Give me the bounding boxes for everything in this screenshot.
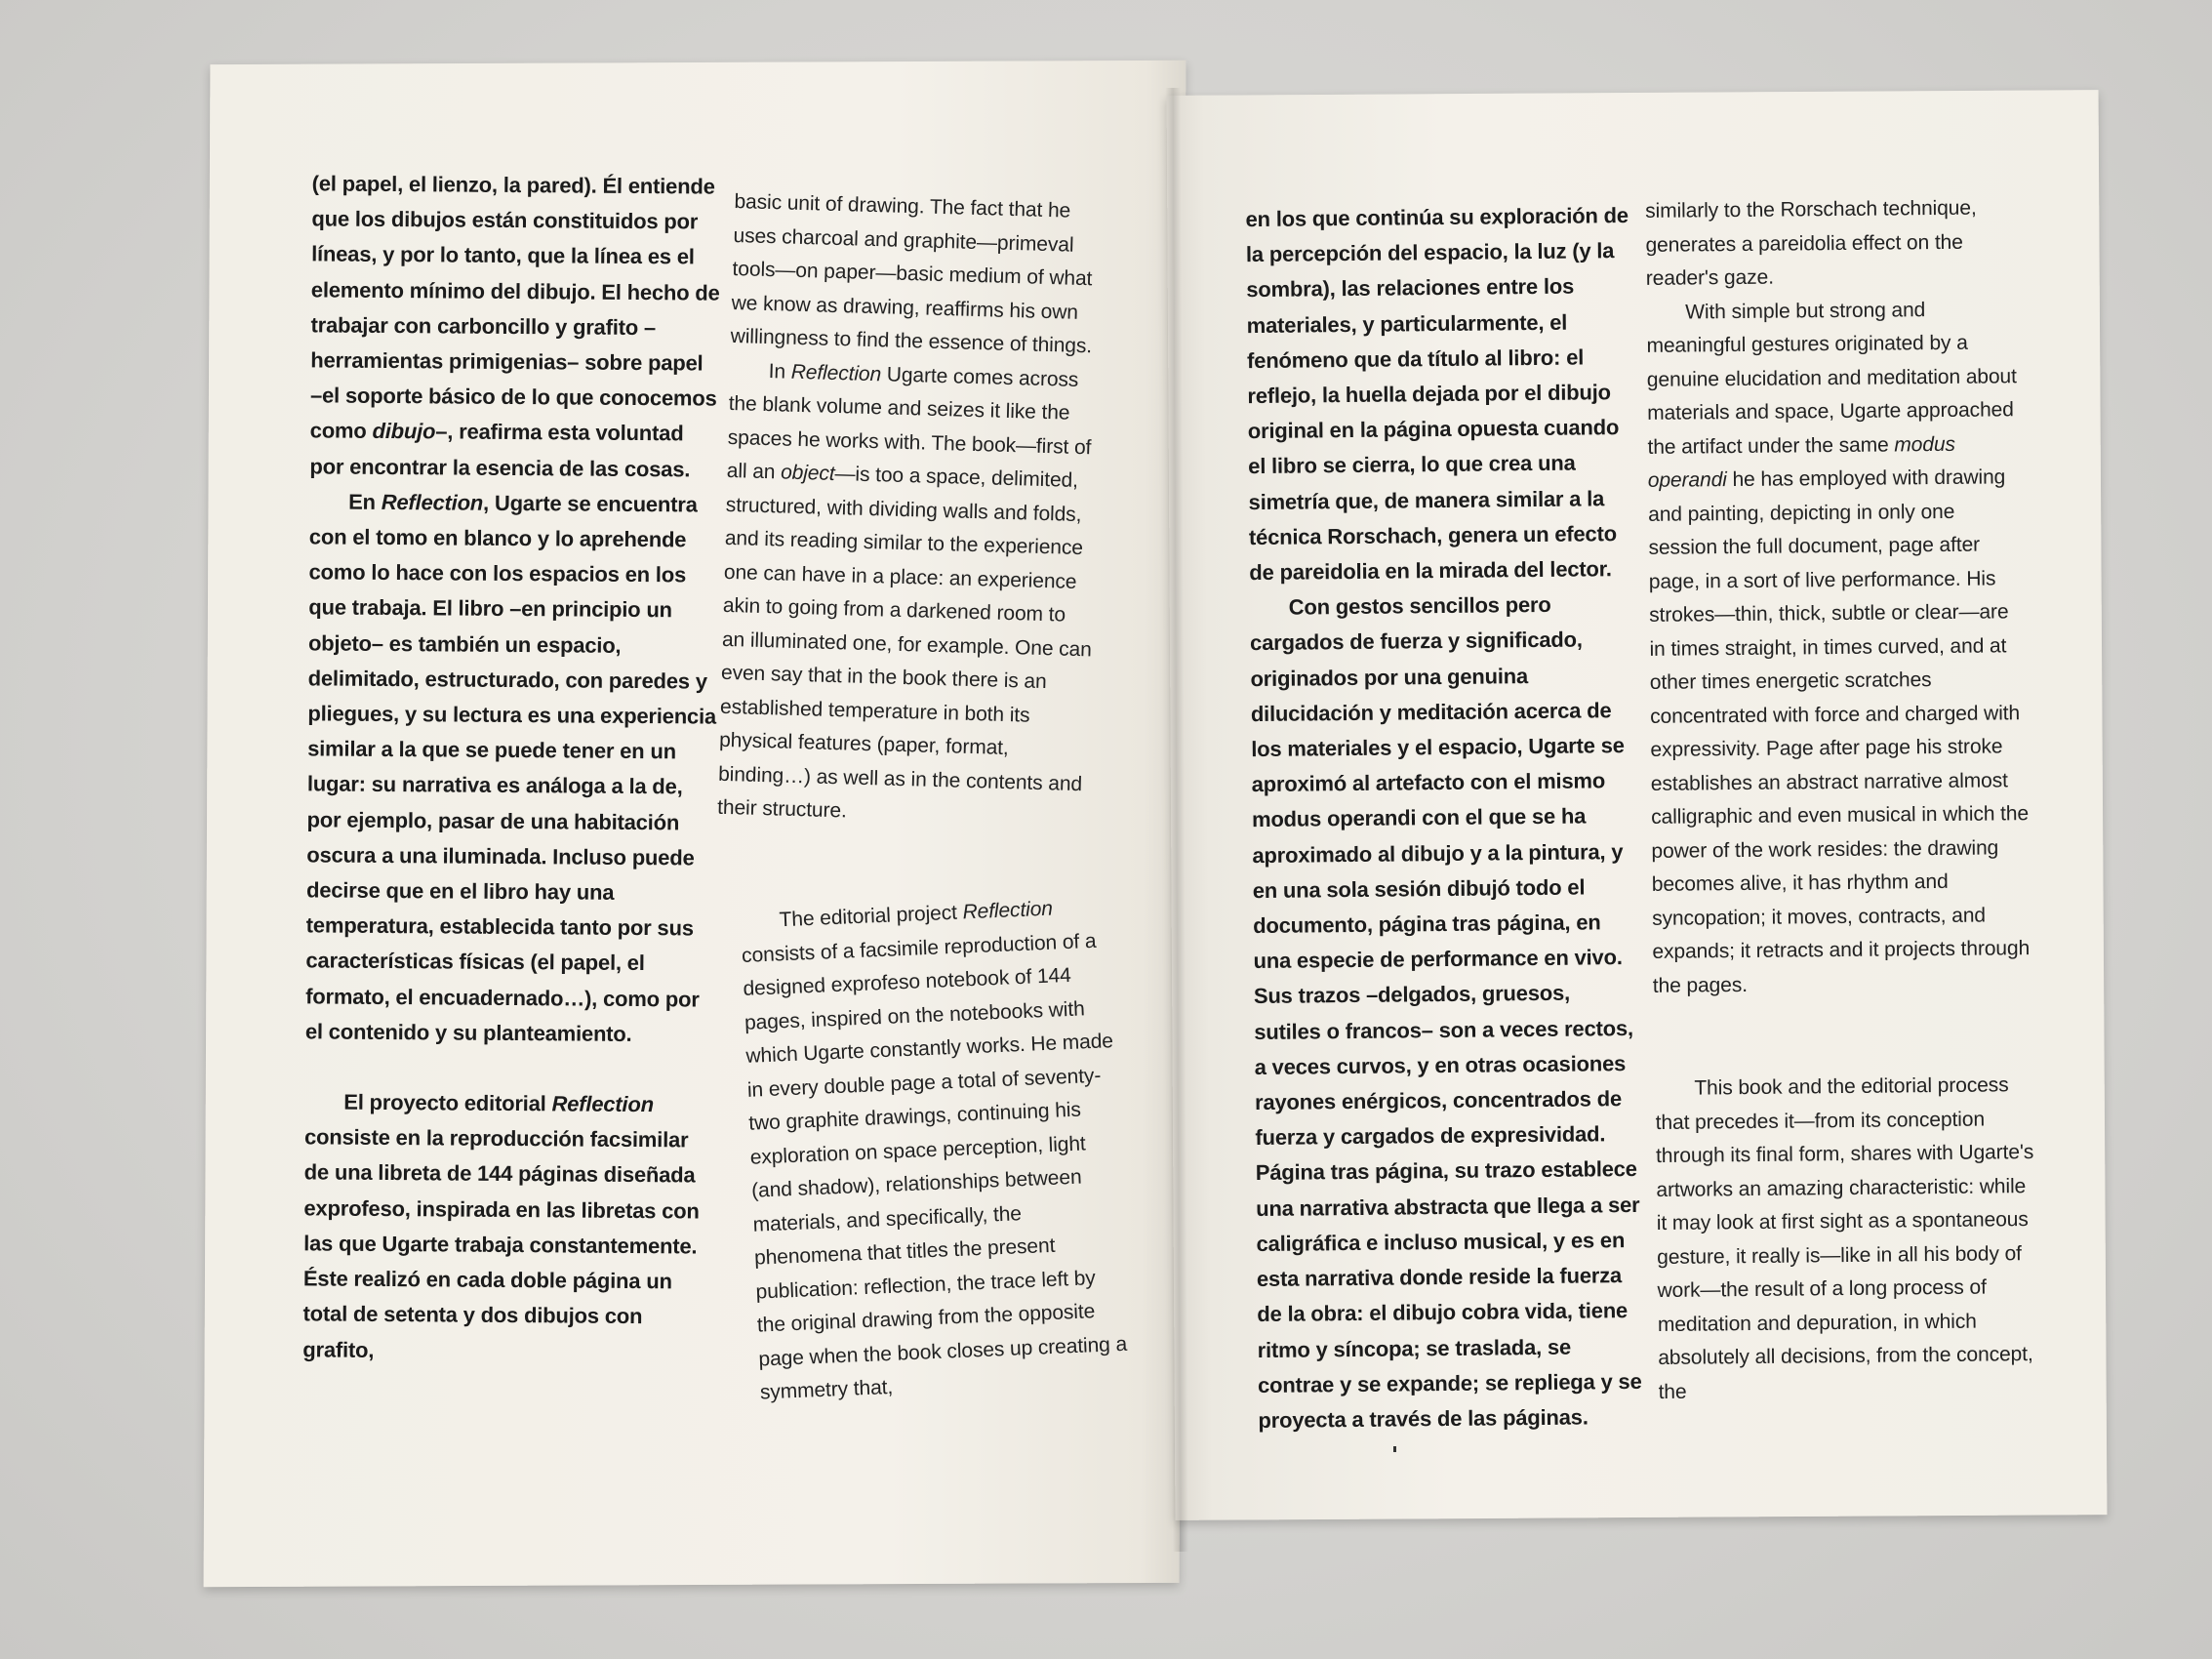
paragraph: Con gestos sencillos pero cargados de fuerza y significado, originados por una genuina dilucidación y meditación acerca de los materiales y el espacio, Ugarte se aproximó al artefacto con el mismo modus operandi con el que se ha aproximado al dibujo y a la pintura, y en una sola sesión dibujó todo el documento, página tras página, en una especie de performance en vivo. Sus trazos –delgados, gruesos, sutiles o francos– son a veces rectos, a veces curvos, y en otras ocasiones rayones enérgicos, concentrados de fuerza y cargados de expresividad. Página tras página, su trazo establece una narrativa abstracta que llega a ser caligráfica e incluso musical, y es en esta narrativa donde reside la fuerza de la obra: el dibujo cobra vida, tiene ritmo y síncopa; se traslada, se contrae y se expande; se repliega y se proyecta a través de las páginas.: [1249, 592, 1642, 1433]
paragraph: [302, 1084, 714, 1370]
paragraph: similarly to the Rorschach technique, generates a pareidolia effect on the reader's gaze.: [1645, 196, 1977, 290]
paragraph: [305, 484, 720, 1053]
paragraph: [1646, 293, 2033, 1003]
italic-text: Reflection: [790, 360, 882, 385]
left-page-english-column-lower: [740, 890, 1131, 1410]
paragraph: basic unit of drawing. The fact that he uses charcoal and graphite—primeval tools—on paper—basic medium of what we know as drawing, reaffirms his own willingness to find the essence of things.: [730, 189, 1093, 358]
text: —is too a space, delimited, structured, with dividing walls and folds, and its reading similar to the experience one can have in a place: an experience akin to going from a darkened room to an illuminated one, for example. One can even say that in the book there is an established temperature in both its physical features (paper, format, binding…) as well as in the contents and their structure.: [716, 462, 1093, 823]
left-page-spanish-column: [302, 166, 722, 1370]
italic-text: modus operandi: [1647, 432, 1955, 492]
text: En: [348, 489, 382, 514]
text: (el papel, el lienzo, la pared). Él entiende que los dibujos están constituidos por líneas, y por lo tanto, que la línea es el elemento mínimo del dibujo. El hecho de trabajar con carboncillo y grafito –herramientas primigenias– sobre papel –el soporte básico de lo que conocemos como: [309, 171, 720, 444]
text: consists of a facsimile reproduction of a designed exprofeso notebook of 144 pages, inspired on the notebooks with which Ugarte constantly works. He made in every double page a total of seventy-two graphite drawings, continuing his exploration on space perception, light (and shadow), relationships between materials, and specifically, the phenomena that titles the present publication: reflection, the trace left by the original drawing from the opposite page when the book closes up creating a symmetry that,: [741, 929, 1128, 1404]
italic-text: Reflection: [962, 897, 1054, 924]
italic-text: dibujo: [372, 419, 436, 444]
text: Ugarte comes across the blank volume and seizes it like the spaces he works with. The book—first of all an: [726, 362, 1092, 484]
text: consiste en la reproducción facsimilar de una libreta de 144 páginas diseñada exprofeso, inspirada en las libretas con las que Ugarte trabaja constantemente. Éste realizó en cada doble página un total de setenta y dos dibujos con grafito,: [302, 1124, 700, 1362]
right-page-english-column: [1645, 191, 2033, 1003]
right-page-english-column-lower: [1655, 1069, 2039, 1409]
text: With simple but strong and meaningful gestures originated by a genuine elucidation and meditation about materials and space, Ugarte approached the artifact under the same: [1646, 298, 2017, 459]
text: , Ugarte se encuentra con el tomo en blanco y lo aprehende como lo hace con los espacios en los que trabaja. El libro –en principio un objeto– es también un espacio, delimitado, estructurado, con paredes y pliegues, y su lectura es una experiencia similar a la que se puede tener en un lugar: su narrativa es análoga a la de, por ejemplo, pasar de una habitación oscura a una iluminada. Incluso puede decirse que en el libro hay una temperatura, establecida tanto por sus características físicas (el papel, el formato, el encuadernado…), como por el contenido y su planteamiento.: [304, 490, 717, 1046]
italic-text: Reflection: [381, 489, 484, 515]
text: The editorial project: [779, 901, 964, 932]
italic-text: object: [780, 461, 835, 485]
text: El proyecto editorial: [343, 1089, 552, 1116]
paragraph: en los que continúa su exploración de la percepción del espacio, la luz (y la sombra), las relaciones entre los materiales, y particularmente, el fenómeno que da título al libro: el reflejo, la huella dejada por el dibujo original en la página opuesta cuando el libro se cierra, lo que crea una simetría que, de manera similar a la técnica Rorschach, genera un efecto de pareidolia en la mirada del lector.: [1245, 202, 1629, 586]
paragraph: This book and the editorial process that precedes it—from its conception through its final form, shares with Ugarte's artworks an amazing characteristic: while it may look at first sight as a spontaneous gesture, it really is—like in all his body of work—the result of a long process of meditation and depuration, in which absolutely all decisions, from the concept, the: [1655, 1073, 2034, 1403]
paragraph: [309, 166, 722, 487]
right-page-spanish-column: [1245, 198, 1643, 1438]
paragraph: [717, 353, 1101, 834]
italic-text: Reflection: [551, 1091, 654, 1117]
left-page-english-column: [717, 185, 1106, 835]
paragraph: [740, 890, 1131, 1410]
text: In: [768, 359, 792, 384]
text: –, reafirma esta voluntad por encontrar la esencia de las cosas.: [309, 419, 691, 482]
ink-speck: [1393, 1446, 1396, 1452]
text: he has employed with drawing and painting, depicting in only one session the full document, page after page, in a sort of live performance. His strokes—thin, thick, subtle or clear—are in times straight, in times curved, and at other times energetic scratches concentrated with force and charged with expressivity. Page after page his stroke establishes an abstract narrative almost calligraphic and even musical in which the power of the work resides: the drawing becomes alive, it has rhythm and syncopation; it moves, contracts, and expands; it retracts and it projects through the pages.: [1648, 465, 2031, 997]
